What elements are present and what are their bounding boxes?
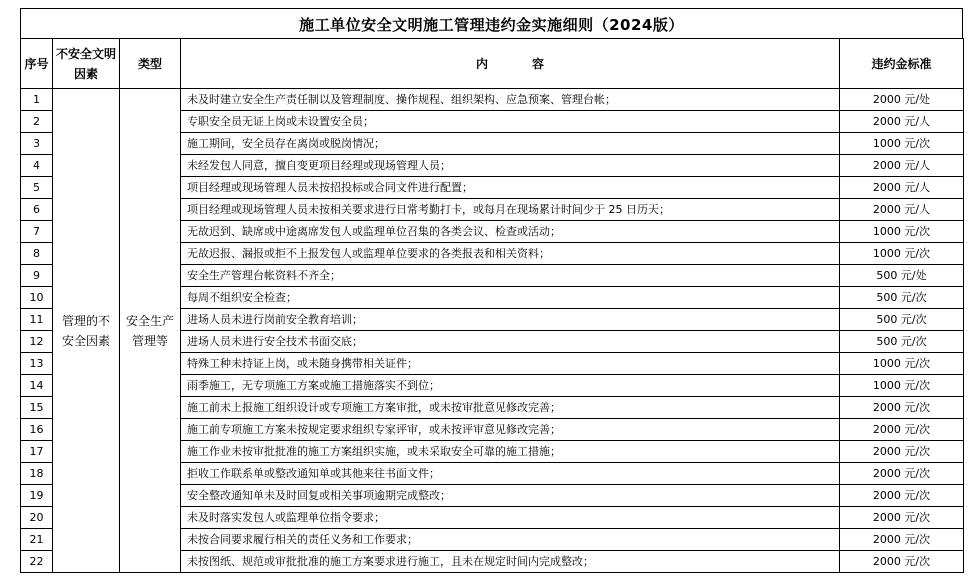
row-standard: 2000 元/处 [840, 89, 964, 111]
row-number: 21 [21, 529, 53, 551]
row-content: 项目经理或现场管理人员未按招投标或合同文件进行配置； [181, 177, 840, 199]
row-number: 11 [21, 309, 53, 331]
row-number: 7 [21, 221, 53, 243]
row-standard: 2000 元/人 [840, 155, 964, 177]
row-number: 13 [21, 353, 53, 375]
row-content: 无故迟报、漏报或拒不上报发包人或监理单位要求的各类报表和相关资料； [181, 243, 840, 265]
row-number: 9 [21, 265, 53, 287]
row-content: 未及时落实发包人或监理单位指令要求； [181, 507, 840, 529]
row-standard: 2000 元/人 [840, 177, 964, 199]
row-number: 17 [21, 441, 53, 463]
row-content: 专职安全员无证上岗或未设置安全员； [181, 111, 840, 133]
row-standard: 2000 元/次 [840, 397, 964, 419]
row-content: 无故迟到、缺席或中途离席发包人或监理单位召集的各类会议、检查或活动； [181, 221, 840, 243]
row-number: 20 [21, 507, 53, 529]
row-standard: 500 元/处 [840, 265, 964, 287]
row-number: 5 [21, 177, 53, 199]
row-content: 未按图纸、规范或审批批准的施工方案要求进行施工，且未在规定时间内完成整改； [181, 551, 840, 573]
row-number: 8 [21, 243, 53, 265]
row-number: 14 [21, 375, 53, 397]
header-content-right: 容 [532, 56, 545, 71]
row-number: 10 [21, 287, 53, 309]
row-number: 22 [21, 551, 53, 573]
row-standard: 1000 元/次 [840, 243, 964, 265]
row-standard: 1000 元/次 [840, 133, 964, 155]
row-standard: 2000 元/次 [840, 419, 964, 441]
row-content: 施工前专项施工方案未按规定要求组织专家评审，或未按评审意见修改完善； [181, 419, 840, 441]
row-standard: 500 元/次 [840, 287, 964, 309]
row-content: 施工作业未按审批批准的施工方案组织实施，或未采取安全可靠的施工措施； [181, 441, 840, 463]
header-content [181, 39, 840, 89]
table-body [21, 89, 964, 573]
row-standard: 500 元/次 [840, 309, 964, 331]
row-number: 19 [21, 485, 53, 507]
row-standard: 1000 元/次 [840, 221, 964, 243]
table-header-row [21, 39, 964, 89]
row-standard: 2000 元/人 [840, 199, 964, 221]
row-number: 15 [21, 397, 53, 419]
row-number: 2 [21, 111, 53, 133]
header-content-left: 内 [475, 56, 488, 71]
row-number: 16 [21, 419, 53, 441]
row-number: 4 [21, 155, 53, 177]
row-content: 特殊工种未持证上岗，或未随身携带相关证件； [181, 353, 840, 375]
header-standard: 违约金标准 [840, 39, 964, 89]
row-content: 施工前未上报施工组织设计或专项施工方案审批，或未按审批意见修改完善； [181, 397, 840, 419]
row-standard: 2000 元/次 [840, 507, 964, 529]
header-no: 序号 [21, 39, 53, 89]
table-row [21, 89, 964, 111]
row-content: 项目经理或现场管理人员未按相关要求进行日常考勤打卡，或每月在现场累计时间少于 25 日历天； [181, 199, 840, 221]
factor-cell: 管理的不安全因素 [53, 89, 120, 573]
row-content: 未及时建立安全生产责任制以及管理制度、操作规程、组织架构、应急预案、管理台帐； [181, 89, 840, 111]
row-standard: 500 元/次 [840, 331, 964, 353]
row-content: 未按合同要求履行相关的责任义务和工作要求； [181, 529, 840, 551]
row-standard: 2000 元/人 [840, 111, 964, 133]
row-content: 安全整改通知单未及时回复或相关事项逾期完成整改； [181, 485, 840, 507]
row-number: 1 [21, 89, 53, 111]
header-factor: 不安全文明因素 [53, 39, 120, 89]
row-content: 安全生产管理台帐资料不齐全； [181, 265, 840, 287]
row-standard: 2000 元/次 [840, 529, 964, 551]
row-number: 6 [21, 199, 53, 221]
document-title: 施工单位安全文明施工管理违约金实施细则（2024版） [20, 8, 963, 39]
row-standard: 1000 元/次 [840, 375, 964, 397]
row-content: 拒收工作联系单或整改通知单或其他来往书面文件； [181, 463, 840, 485]
row-standard: 2000 元/次 [840, 441, 964, 463]
penalty-table [20, 38, 964, 573]
row-content: 施工期间，安全员存在离岗或脱岗情况； [181, 133, 840, 155]
row-standard: 2000 元/次 [840, 485, 964, 507]
row-standard: 2000 元/次 [840, 463, 964, 485]
row-content: 每周不组织安全检查； [181, 287, 840, 309]
row-number: 12 [21, 331, 53, 353]
row-content: 雨季施工，无专项施工方案或施工措施落实不到位； [181, 375, 840, 397]
row-standard: 2000 元/次 [840, 551, 964, 573]
row-content: 进场人员未进行安全技术书面交底； [181, 331, 840, 353]
header-type: 类型 [120, 39, 181, 89]
row-number: 18 [21, 463, 53, 485]
type-cell: 安全生产管理等 [120, 89, 181, 573]
row-content: 未经发包人同意，擅自变更项目经理或现场管理人员； [181, 155, 840, 177]
row-content: 进场人员未进行岗前安全教育培训； [181, 309, 840, 331]
row-number: 3 [21, 133, 53, 155]
row-standard: 1000 元/次 [840, 353, 964, 375]
